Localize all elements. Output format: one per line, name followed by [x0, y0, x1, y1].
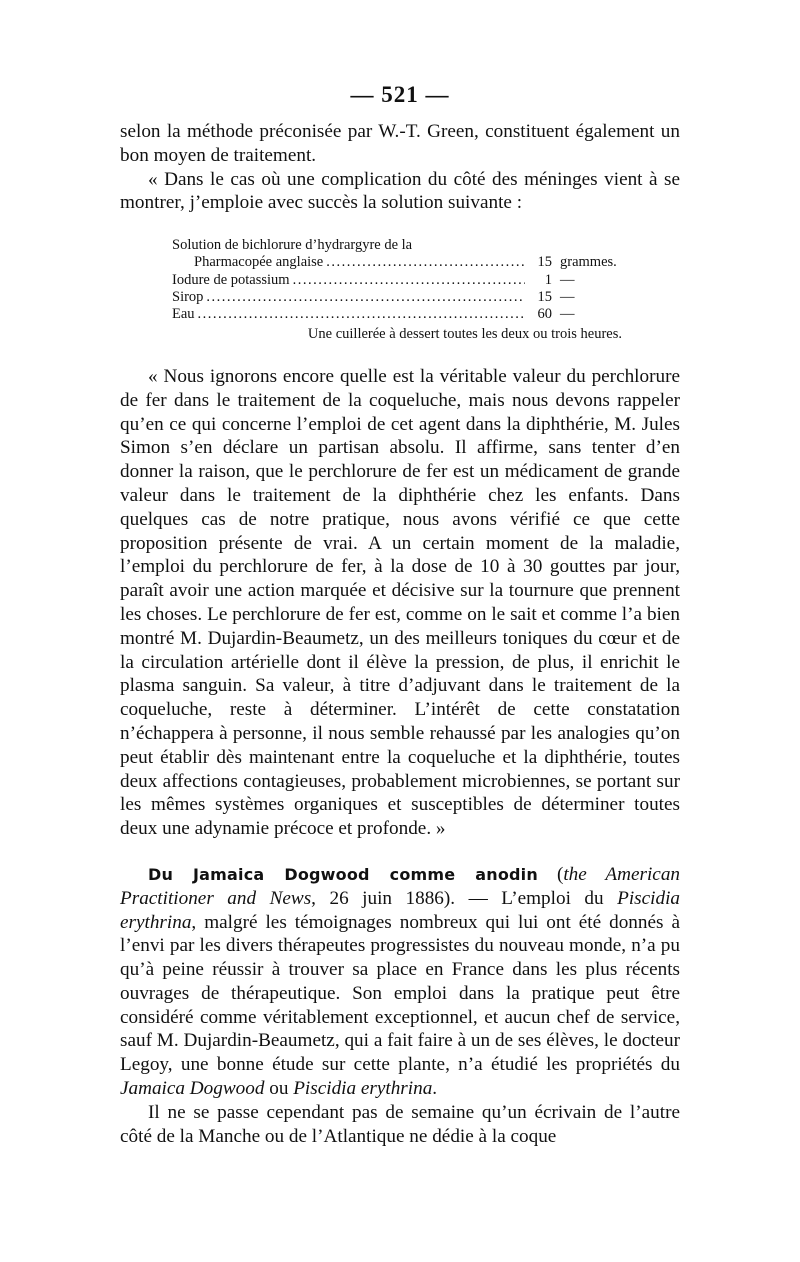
paragraph-perchlorure: « Nous ignorons encore quelle est la véritable valeur du perchlorure de fer dans le traitement de la coqueluche, mais nous devons rappeler qu’en ce qui concerne l’emploi de cet agent dans la diphthérie, M. Jules Simon s’en déclare un partisan absolu. Il affirme, sans tenter d’en donner la raison, que le perchlorure de fer est un médicament de grande valeur dans le traitement de la diphthérie chez les enfants. Dans quelques cas de notre pratique, nous avons vérifié ce que cette proposition présente de vrai. A un certain moment de la maladie, l’emploi du perchlorure de fer, à la dose de 10 à 30 gouttes par jour, paraît avoir une action marquée et décisive sur la tournure que prennent les choses. Le perchlorure de fer est, comme on le sait et comme l’a bien montré M. Dujardin-Beaumetz, un des meilleurs toniques du cœur et de la circulation artérielle dont il élève la pression, de plus, il enrichit le plasma sanguin. Sa valeur, à titre d’adjuvant dans le traitement de la coqueluche, reste à déterminer. L’intérêt de cette constatation n’échappera à personne, il nous semble rehaussé par les analogies qu’on peut établir dès maintenant entre la coqueluche et la diphthérie, toutes deux affections contagieuses, probablement microbiennes, se portant sur les mêmes systèmes organiques et susceptibles de déterminer toutes deux une adynamie précoce et profonde. » [120, 365, 680, 840]
source-journal: the American Practitioner and News [120, 863, 681, 909]
page-number: — 521 — [350, 82, 450, 107]
formula-quantity: 60 [537, 306, 552, 323]
paragraph-continued: selon la méthode préconisée par W.-T. Green, constituent également un bon moyen de traitement. [120, 121, 680, 166]
leader-dots [198, 306, 525, 323]
paragraph-jamaica-dogwood [120, 863, 680, 1101]
formula-ingredient: Eau [172, 306, 195, 323]
paragraph-last: Il ne se passe cependant pas de semaine qu’un écrivain de l’autre côté de la Manche ou de l’Atlantique ne dédie à la coque [120, 1101, 680, 1147]
formula-quantity: 1 [544, 271, 552, 288]
section-heading: Du Jamaica Dogwood comme anodin [148, 864, 538, 884]
section-text-end: . [432, 1078, 438, 1100]
leader-dots [326, 254, 525, 271]
term-piscidia-2: Piscidia erythrina [293, 1078, 433, 1100]
formula-line [172, 254, 622, 271]
formula-quantity: 15 [537, 254, 552, 271]
prescription-formula [172, 237, 622, 343]
leader-dots [293, 272, 525, 289]
source-date: , 26 juin 1886). — L’emploi du [311, 887, 618, 909]
formula-quantity: 15 [537, 289, 552, 306]
section-text: , malgré les témoignages nombreux qui lui ont été donnés à l’envi par les divers thérapeutes progressistes du nouveau monde, n’a pu qu’à peine réussir à trouver sa place en France dans les plus récents ouvrages de thérapeutique. Son emploi dans la pratique peut être considéré comme véritablement exceptionnel, et aucun chef de service, sauf M. Dujardin-Beaumetz, qui a fait faire à un de ses élèves, le docteur Legoy, une bonne étude sur cette plante, n’a étudié les propriétés du [120, 911, 680, 1076]
book-page [120, 82, 680, 1148]
dosage-instruction: Une cuillerée à dessert toutes les deux ou trois heures. [307, 325, 622, 342]
section-text-or: ou [264, 1078, 294, 1100]
formula-ingredient: Iodure de potassium [172, 271, 290, 288]
formula-unit: — [560, 289, 575, 306]
formula-ingredient: Solution de bichlorure d’hydrargyre de la [172, 237, 413, 254]
formula-line [172, 306, 622, 323]
leader-dots [206, 289, 525, 306]
formula-unit: — [560, 271, 575, 288]
formula-line [172, 289, 622, 306]
formula-ingredient: Sirop [172, 289, 204, 306]
formula-unit: — [560, 306, 575, 323]
formula-line [172, 237, 622, 254]
formula-unit: grammes. [560, 254, 617, 271]
formula-line [172, 272, 622, 289]
formula-ingredient: Pharmacopée anglaise [194, 254, 324, 271]
term-piscidia: Piscidia erythrina [120, 887, 680, 933]
paragraph-meninges: « Dans le cas où une complication du côté des méninges vient à se montrer, j’emploie avec succès la solution suivante : [120, 168, 680, 214]
term-jamaica-dogwood: Jamaica Dogwood [120, 1078, 265, 1100]
source-open: ( [537, 863, 564, 885]
section-spacer [120, 841, 680, 863]
